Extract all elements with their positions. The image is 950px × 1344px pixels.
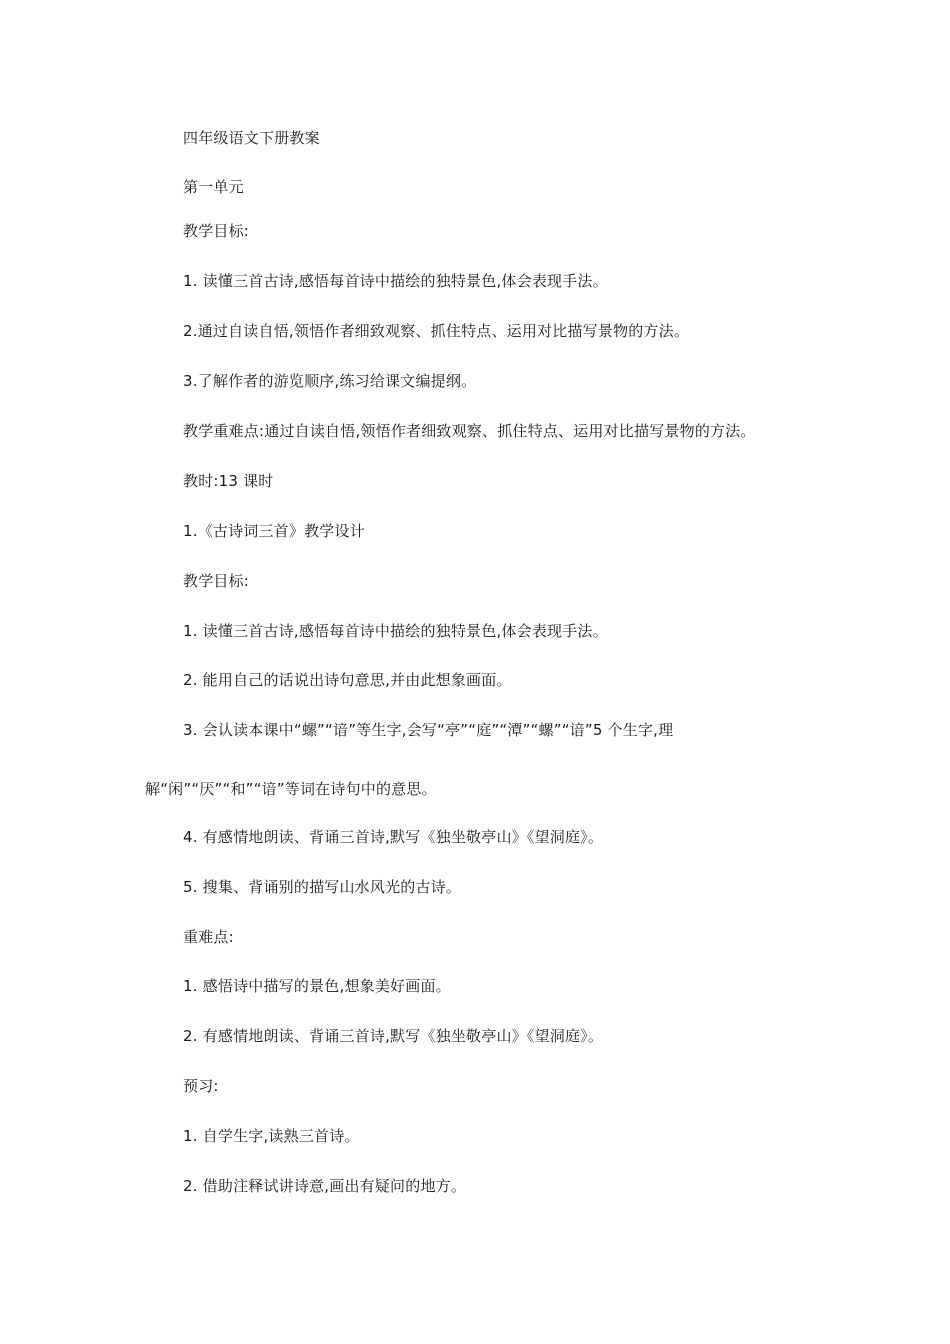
goal-item: 3.了解作者的游览顺序,练习给课文编提纲。 [183,372,477,390]
difficulty-item: 1. 感悟诗中描写的景色,想象美好画面。 [183,977,451,995]
lesson-title: 1.《古诗词三首》教学设计 [183,522,365,540]
goals-heading: 教学目标: [183,222,250,240]
lesson-goal-item: 2. 能用自己的话说出诗句意思,并由此想象画面。 [183,671,512,689]
preview-heading: 预习: [183,1077,219,1095]
preview-item: 2. 借助注释试讲诗意,画出有疑问的地方。 [183,1177,467,1195]
teaching-hours: 教时:13 课时 [183,472,274,490]
goal-item: 1. 读懂三首古诗,感悟每首诗中描绘的独特景色,体会表现手法。 [183,272,608,290]
goal-item: 2.通过自读自悟,领悟作者细致观察、抓住特点、运用对比描写景物的方法。 [183,322,690,340]
lesson-goal-item: 3. 会认读本课中“螺”“谙”等生字,会写“亭”“庭”“潭”“螺”“谙”5 个生字,理 [183,721,674,739]
lesson-goal-item-continued: 解“闲”“厌”“和”“谙”等词在诗句中的意思。 [145,780,437,798]
difficulty-item: 2. 有感情地朗读、背诵三首诗,默写《独坐敬亭山》《望洞庭》。 [183,1027,604,1045]
key-points: 教学重难点:通过自读自悟,领悟作者细致观察、抓住特点、运用对比描写景物的方法。 [183,422,756,440]
lesson-goals-heading: 教学目标: [183,572,250,590]
unit-heading: 第一单元 [183,178,244,196]
difficulties-heading: 重难点: [183,928,234,946]
document-title: 四年级语文下册教案 [183,129,320,147]
lesson-goal-item: 5. 搜集、背诵别的描写山水风光的古诗。 [183,878,462,896]
lesson-goal-item: 4. 有感情地朗读、背诵三首诗,默写《独坐敬亭山》《望洞庭》。 [183,828,604,846]
lesson-goal-item: 1. 读懂三首古诗,感悟每首诗中描绘的独特景色,体会表现手法。 [183,622,608,640]
preview-item: 1. 自学生字,读熟三首诗。 [183,1127,360,1145]
